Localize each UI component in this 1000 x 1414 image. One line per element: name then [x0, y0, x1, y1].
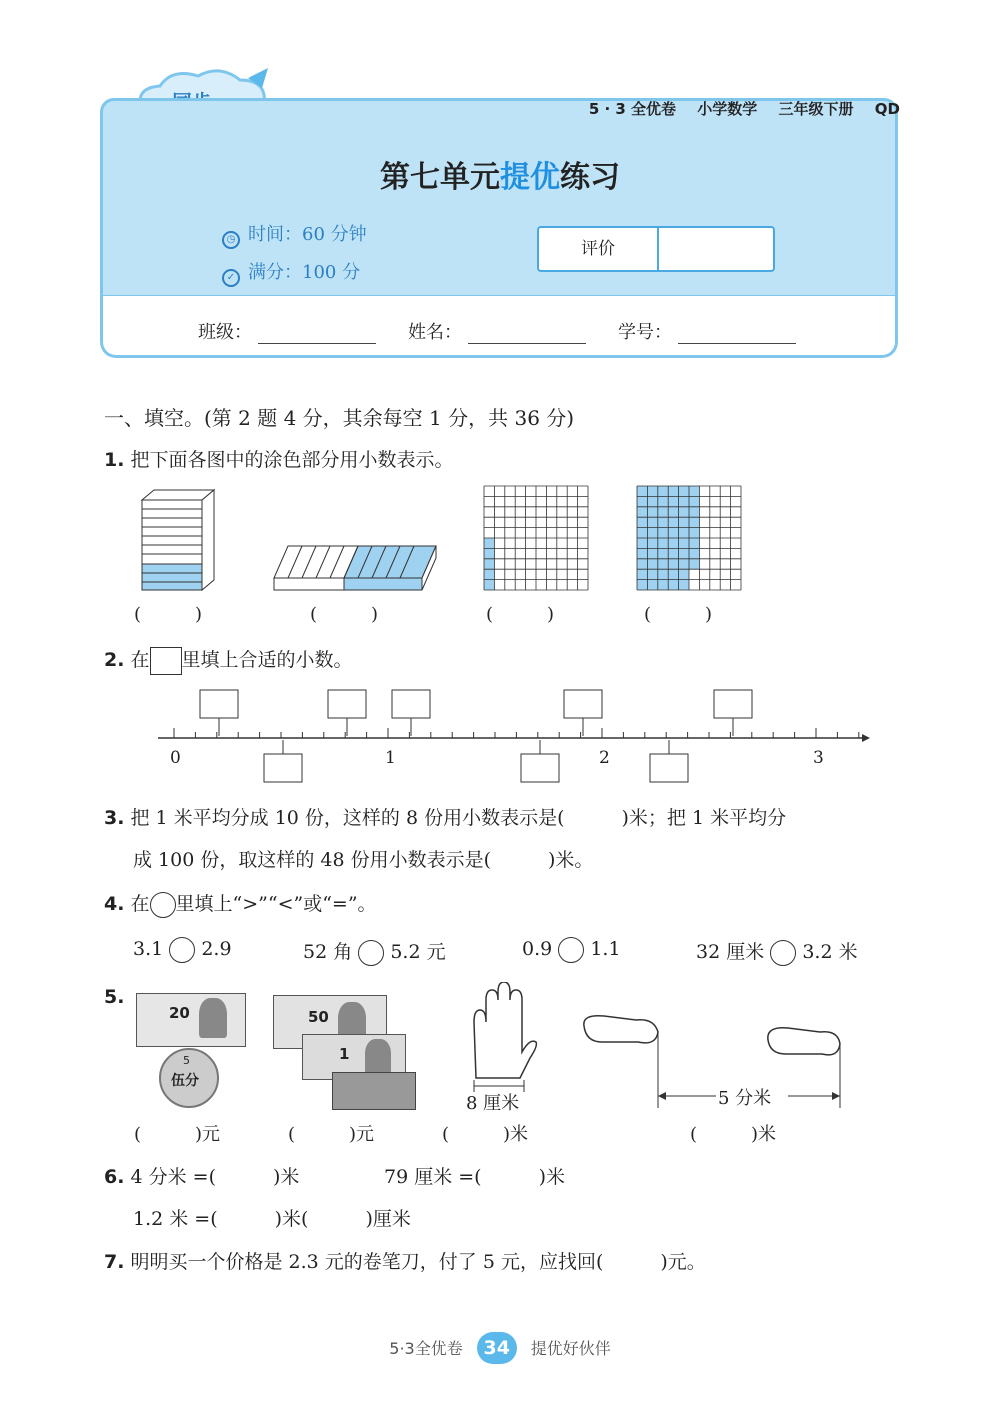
example-circle [150, 892, 176, 918]
compare-item-3[interactable]: 0.9 1.1 [522, 937, 621, 963]
question-4: 4. 在 里填上“>”“<”或“=”。 [104, 889, 377, 918]
q6-item-a[interactable]: 4 分米 =( )米 [130, 1166, 300, 1188]
q6-item-b[interactable]: 79 厘米 =( )米 [384, 1166, 566, 1188]
name-field[interactable]: 姓名： [408, 318, 586, 344]
compare-item-2[interactable]: 52 角 5.2 元 [303, 937, 446, 966]
q5-answer-4[interactable]: ( )米 [690, 1124, 777, 1145]
grid-figure-2 [637, 486, 741, 590]
answer-box [650, 754, 688, 782]
series-name: 5 · 3 全优卷 [588, 100, 677, 118]
q1-answer-1[interactable]: ( ) [134, 604, 203, 625]
page-title: 第七单元提优练习 [380, 160, 620, 195]
flat-strip-figure [274, 546, 436, 590]
evaluation-label: 评价 [539, 228, 659, 270]
hand-icon [460, 982, 540, 1092]
grid-figure-1 [484, 486, 588, 590]
answer-box [714, 690, 752, 718]
compare-item-1[interactable]: 3.1 2.9 [133, 937, 232, 963]
step-length-label: 5 分米 [718, 1088, 772, 1109]
answer-box [564, 690, 602, 718]
header-panel [100, 98, 898, 298]
question-7: 7. 明明买一个价格是 2.3 元的卷笔刀，付了 5 元，应找回( )元。 [104, 1251, 706, 1273]
class-field[interactable]: 班级： [198, 318, 376, 344]
footer-slogan: 提优好伙伴 [530, 1339, 611, 1358]
stacked-slabs-figure [142, 490, 214, 590]
series-grade: 三年级下册 [778, 100, 854, 118]
page-footer [0, 1332, 1000, 1364]
series-subject: 小学数学 [697, 100, 758, 118]
q1-answer-3[interactable]: ( ) [486, 604, 555, 625]
banknote-jiao-icon [332, 1072, 416, 1110]
banknote-1-icon: 1 [302, 1034, 406, 1080]
answer-box [328, 690, 366, 718]
nl-label-2: 2 [599, 748, 610, 768]
q1-answer-4[interactable]: ( ) [644, 604, 713, 625]
page-number: 34 [477, 1332, 517, 1364]
compare-item-4[interactable]: 32 厘米 3.2 米 [696, 937, 858, 966]
series-bar [573, 98, 900, 119]
question-3-line1: 3. 把 1 米平均分成 10 份，这样的 8 份用小数表示是( )米；把 1 米平均分 [104, 807, 787, 829]
coin-5-fen-icon: 5 伍分 [159, 1048, 219, 1108]
time-line: ◷ 时间：60 分钟 [222, 220, 367, 247]
clock-icon: ◷ [222, 231, 240, 249]
number-line [150, 686, 880, 786]
answer-box [392, 690, 430, 718]
q5-answer-2[interactable]: ( )元 [288, 1124, 375, 1145]
score-line: ✓ 满分：100 分 [222, 258, 360, 285]
q1-answer-2[interactable]: ( ) [310, 604, 379, 625]
question-2: 2. 在 里填上合适的小数。 [104, 645, 353, 675]
nl-label-1: 1 [385, 748, 396, 768]
series-edition: QD [874, 100, 900, 118]
q5-answer-3[interactable]: ( )米 [442, 1124, 529, 1145]
question-3-line2: 成 100 份，取这样的 48 份用小数表示是( )米。 [133, 849, 594, 871]
q6-item-c[interactable]: 1.2 米 =( )米( )厘米 [133, 1208, 411, 1230]
nl-label-3: 3 [813, 748, 824, 768]
id-field[interactable]: 学号： [618, 318, 796, 344]
footer-series: 5·3全优卷 [389, 1339, 463, 1358]
answer-box [521, 754, 559, 782]
answer-box [264, 754, 302, 782]
q5-answer-1[interactable]: ( )元 [134, 1124, 221, 1145]
check-icon: ✓ [222, 269, 240, 287]
evaluation-box [537, 226, 775, 272]
q1-figures [130, 484, 750, 594]
nl-label-0: 0 [170, 748, 181, 768]
banknote-50-icon: 50 [273, 995, 387, 1049]
question-5: 5. [104, 986, 125, 1008]
section-heading: 一、填空。(第 2 题 4 分，其余每空 1 分，共 36 分) [104, 406, 575, 430]
hand-length-label: 8 厘米 [466, 1093, 520, 1114]
banknote-20-icon: 20 [136, 993, 246, 1047]
answer-box [200, 690, 238, 718]
question-1: 1. 把下面各图中的涂色部分用小数表示。 [104, 449, 454, 471]
example-box [150, 647, 182, 675]
question-6: 6. 4 分米 =( )米 [104, 1166, 300, 1188]
